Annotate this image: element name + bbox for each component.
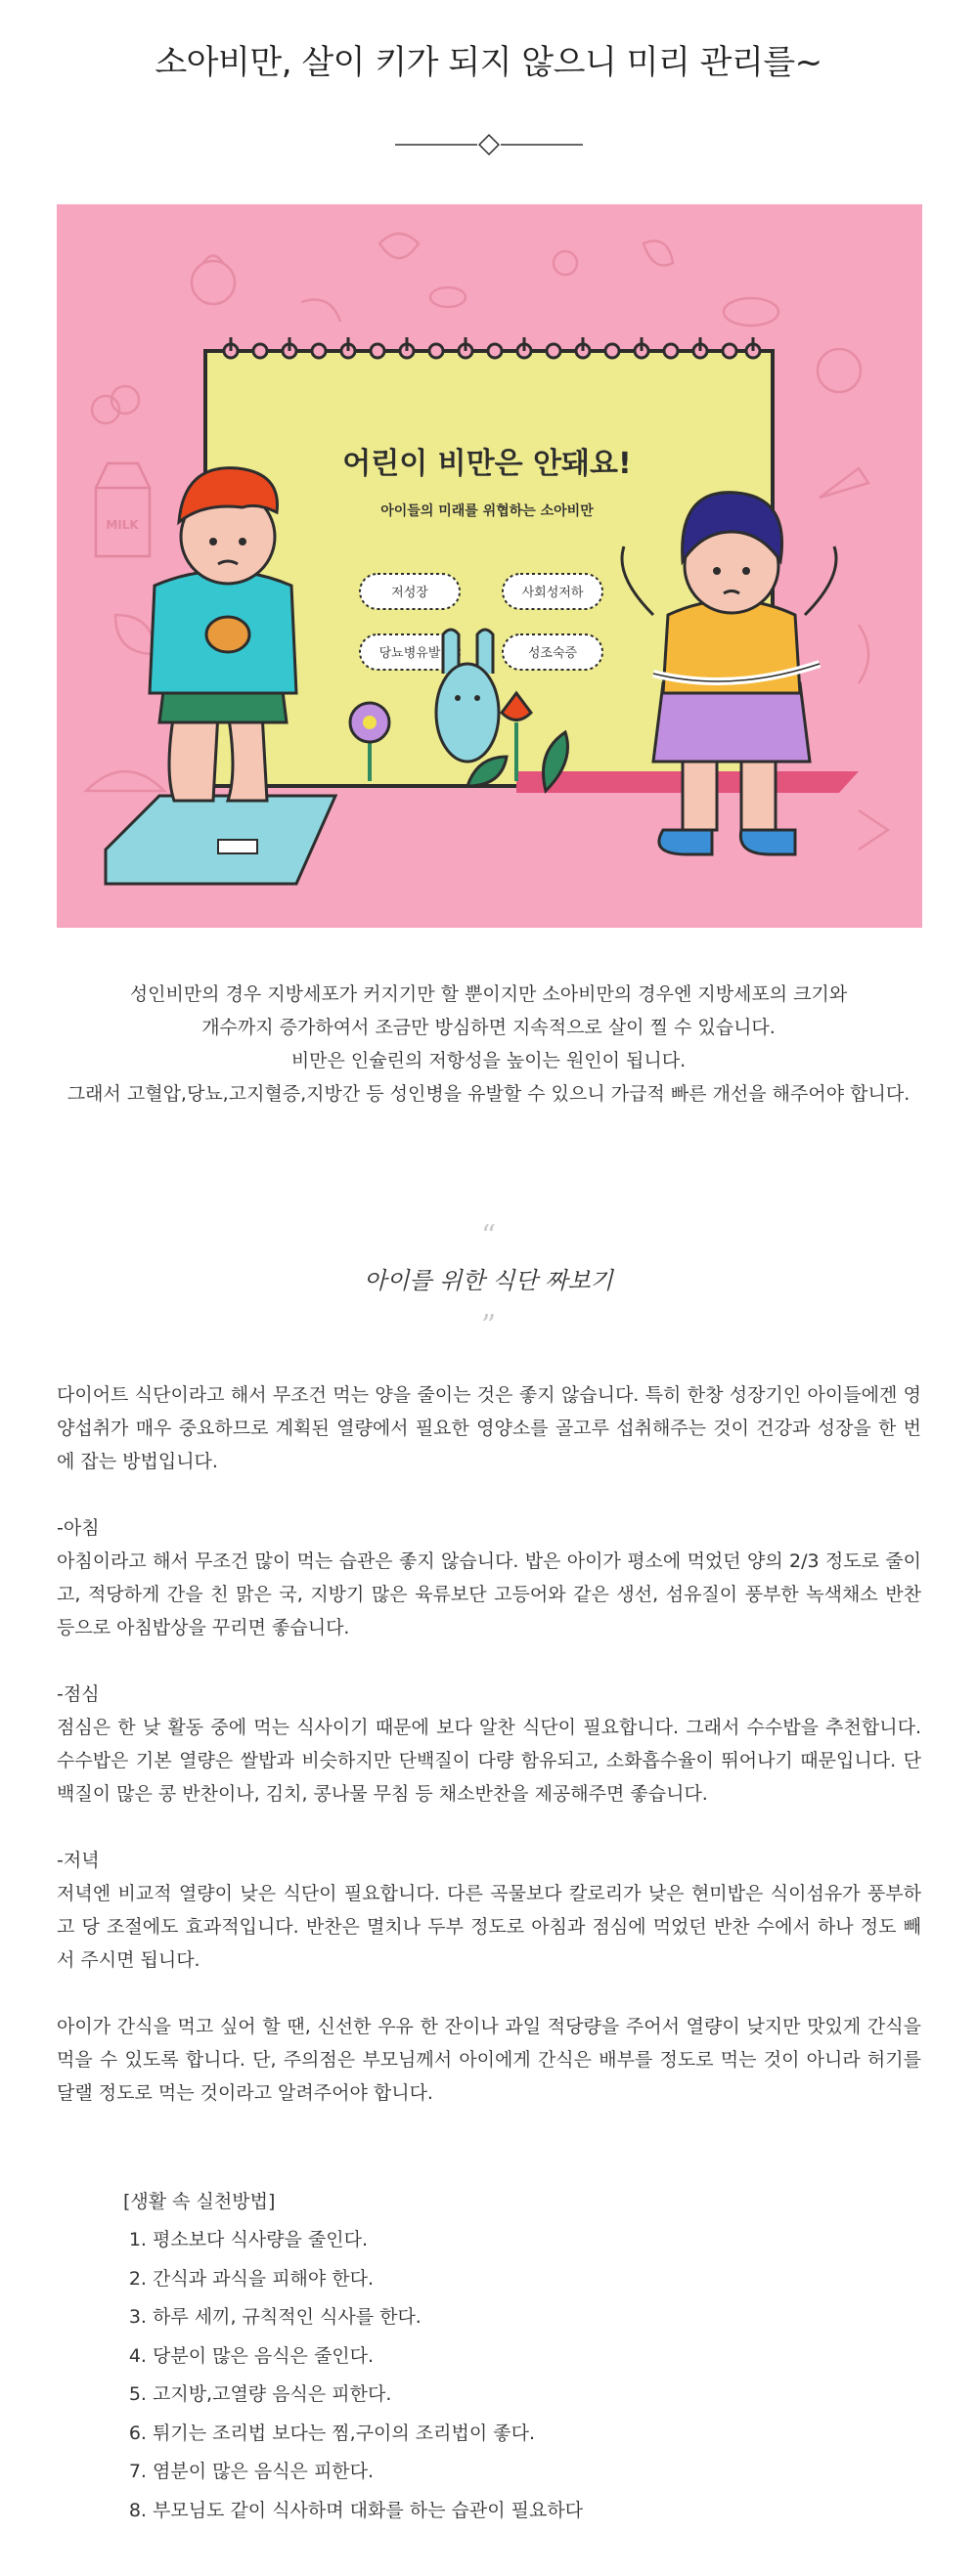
- list-item: 3. 하루 세끼, 규칙적인 식사를 한다.: [153, 2298, 583, 2337]
- svg-text:사회성저하: 사회성저하: [521, 586, 584, 600]
- section-title: 아이를 위한 식단 짜보기: [364, 1267, 613, 1294]
- svg-text:저성장: 저성장: [391, 586, 428, 600]
- tips-list: [123, 2221, 583, 2530]
- intro-line-3: 비만은 인슐린의 저항성을 높이는 원인이 됩니다.: [290, 1050, 687, 1071]
- illustration-headline: 어린이 비만은 안돼요!: [342, 447, 632, 481]
- intro-paragraph: [0, 978, 977, 1111]
- list-item: 2. 간식과 과식을 피해야 한다.: [153, 2260, 583, 2299]
- snack-paragraph: 아이가 간식을 먹고 싶어 할 땐, 신선한 우유 한 잔이나 과일 적당량을 주어서 열량이 낮지만 맛있게 간식을 먹을 수 있도록 합니다. 단, 주의점은 부모님께서 아이에게 간식은 배부를 정도로 먹는 것이 아니라 허기를 달랠 정도로 먹는 것이라고 알려주어야 합니다.: [57, 2016, 921, 2104]
- lunch-heading: -점심: [57, 1683, 100, 1705]
- tag-pill-2: [503, 574, 602, 609]
- tag-pill-1: [360, 574, 460, 609]
- diet-guide-body: [57, 1378, 921, 2143]
- dinner-heading: -저녁: [57, 1850, 100, 1871]
- tag-pill-4: [503, 634, 602, 670]
- list-item: 6. 튀기는 조리법 보다는 찜,구이의 조리법이 좋다.: [153, 2415, 583, 2454]
- intro-line-4: 그래서 고혈압,당뇨,고지혈증,지방간 등 성인병을 유발할 수 있으니 가급적 빠른 개선을 해주어야 합니다.: [67, 1083, 910, 1105]
- intro-line-1: 성인비만의 경우 지방세포가 커지기만 할 뿐이지만 소아비만의 경우엔 지방세포의 크기와: [129, 983, 848, 1005]
- illustration-subhead: 아이들의 미래를 위협하는 소아비만: [380, 503, 594, 519]
- breakfast-text: 아침이라고 해서 무조건 많이 먹는 습관은 좋지 않습니다. 밥은 아이가 평소에 먹었던 양의 2/3 정도로 줄이고, 적당하게 간을 친 맑은 국, 지방기 많은 육류보단 고등어와 같은 생선, 섬유질이 풍부한 녹색채소 반찬 등으로 아침밥상을 꾸리면 좋습니다.: [57, 1550, 921, 1638]
- milk-carton-label: MILK: [106, 518, 139, 532]
- list-item: 1. 평소보다 식사량을 줄인다.: [153, 2221, 583, 2260]
- daily-tips: [123, 2182, 583, 2530]
- lunch-text: 점심은 한 낮 활동 중에 먹는 식사이기 때문에 보다 알찬 식단이 필요합니다. 그래서 수수밥을 추천합니다. 수수밥은 기본 열량은 쌀밥과 비슷하지만 단백질이 다량 함유되고, 소화흡수율이 뛰어나기 때문입니다. 단백질이 많은 콩 반찬이나, 김치, 콩나물 무침 등 채소반찬을 제공해주면 좋습니다.: [57, 1717, 921, 1805]
- tips-title: [생활 속 실천방법]: [123, 2191, 276, 2212]
- illustration: [57, 204, 922, 928]
- intro-line-2: 개수까지 증가하여서 조금만 방심하면 지속적으로 살이 찔 수 있습니다.: [201, 1017, 776, 1038]
- list-item: 7. 염분이 많은 음식은 피한다.: [153, 2453, 583, 2492]
- quote-open-icon: “: [480, 1219, 497, 1253]
- diet-intro-paragraph: 다이어트 식단이라고 해서 무조건 먹는 양을 줄이는 것은 좋지 않습니다. 특히 한창 성장기인 아이들에겐 영양섭취가 매우 중요하므로 계획된 열량에서 필요한 영양소를 골고루 섭취해주는 것이 건강과 성장을 한 번에 잡는 방법입니다.: [57, 1384, 921, 1472]
- svg-text:성조숙증: 성조숙증: [527, 646, 578, 661]
- list-item: 8. 부모님도 같이 식사하며 대화를 하는 습관이 필요하다: [153, 2492, 583, 2531]
- page-title: 소아비만, 살이 키가 되지 않으니 미리 관리를~: [155, 43, 822, 82]
- title-divider: [395, 133, 583, 156]
- breakfast-heading: -아침: [57, 1517, 100, 1539]
- dinner-text: 저녁엔 비교적 열량이 낮은 식단이 필요합니다. 다른 곡물보다 칼로리가 낮은 현미밥은 식이섬유가 풍부하고 당 조절에도 효과적입니다. 반찬은 멸치나 두부 정도로 아침과 점심에 먹었던 반찬 수에서 하나 정도 빼서 주시면 됩니다.: [57, 1883, 921, 1971]
- list-item: 4. 당분이 많은 음식은 줄인다.: [153, 2337, 583, 2377]
- svg-text:당뇨병유발: 당뇨병유발: [378, 646, 441, 661]
- quote-close-icon: ”: [480, 1309, 497, 1343]
- list-item: 5. 고지방,고열량 음식은 피한다.: [153, 2376, 583, 2415]
